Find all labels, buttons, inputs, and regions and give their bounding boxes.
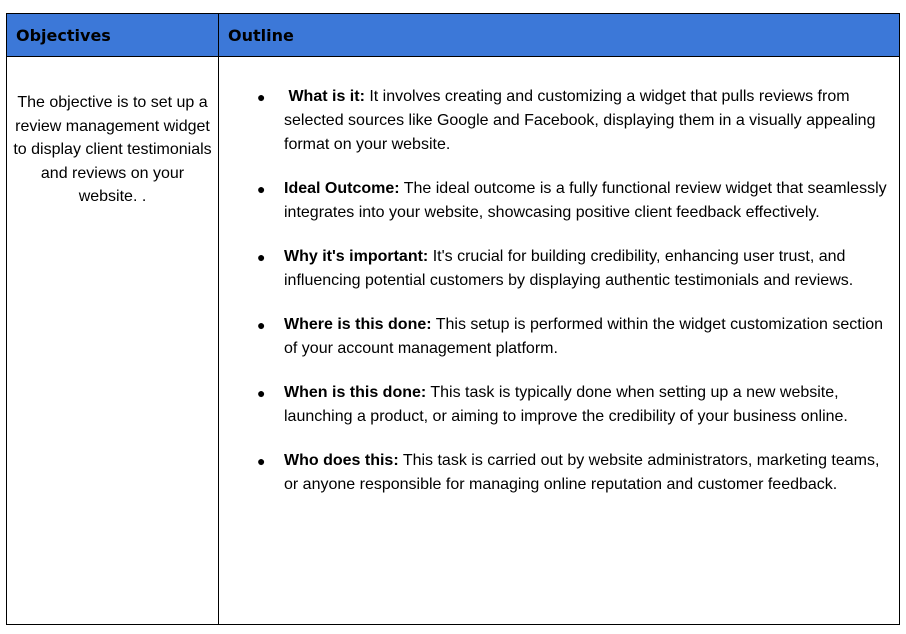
- outline-item-why-important: [257, 245, 889, 293]
- bullet-icon: ●: [257, 181, 266, 197]
- bullet-icon: ●: [257, 453, 266, 469]
- outline-item-ideal-outcome: [257, 177, 889, 225]
- bullet-icon: ●: [257, 385, 266, 401]
- bullet-icon: ●: [257, 89, 266, 105]
- outline-list: [219, 57, 899, 497]
- bullet-icon: ●: [257, 249, 266, 265]
- outline-item-label: What is it:: [288, 88, 365, 105]
- bullet-icon: ●: [257, 317, 266, 333]
- outline-item-label: Ideal Outcome:: [284, 180, 400, 197]
- outline-item-label: Who does this:: [284, 452, 399, 469]
- outline-item-label: Where is this done:: [284, 316, 432, 333]
- header-row: [7, 14, 900, 57]
- outline-item-text: This task is carried out by website administrators, marketing teams, or anyone responsible for managing online reputation and customer feedback.: [284, 452, 880, 493]
- objectives-outline-table: [6, 13, 900, 625]
- content-row: [7, 57, 900, 625]
- outline-item-where: [257, 313, 889, 361]
- outline-item-label: Why it's important:: [284, 248, 429, 265]
- outline-item-text: It involves creating and customizing a widget that pulls reviews from selected sources like Google and Facebook, displaying them in a visually appealing format on your website.: [284, 88, 876, 153]
- header-objectives: Objectives: [7, 14, 219, 57]
- outline-cell: [219, 57, 900, 625]
- outline-item-text: The ideal outcome is a fully functional review widget that seamlessly integrates into your website, showcasing positive client feedback effectively.: [284, 180, 887, 221]
- outline-item-text: This task is typically done when setting up a new website, launching a product, or aiming to improve the credibility of your business online.: [284, 384, 848, 425]
- objective-cell: [7, 57, 219, 625]
- outline-item-text: This setup is performed within the widget customization section of your account management platform.: [284, 316, 884, 357]
- outline-item-when: [257, 381, 889, 429]
- outline-item-label: When is this done:: [284, 384, 427, 401]
- outline-item-text: It's crucial for building credibility, enhancing user trust, and influencing potential customers by displaying authentic testimonials and reviews.: [284, 248, 854, 289]
- outline-item-what: [257, 85, 889, 157]
- header-outline: Outline: [219, 14, 900, 57]
- objective-text: The objective is to set up a review management widget to display client testimonials and reviews on your website. .: [13, 94, 212, 205]
- outline-item-who: [257, 449, 889, 497]
